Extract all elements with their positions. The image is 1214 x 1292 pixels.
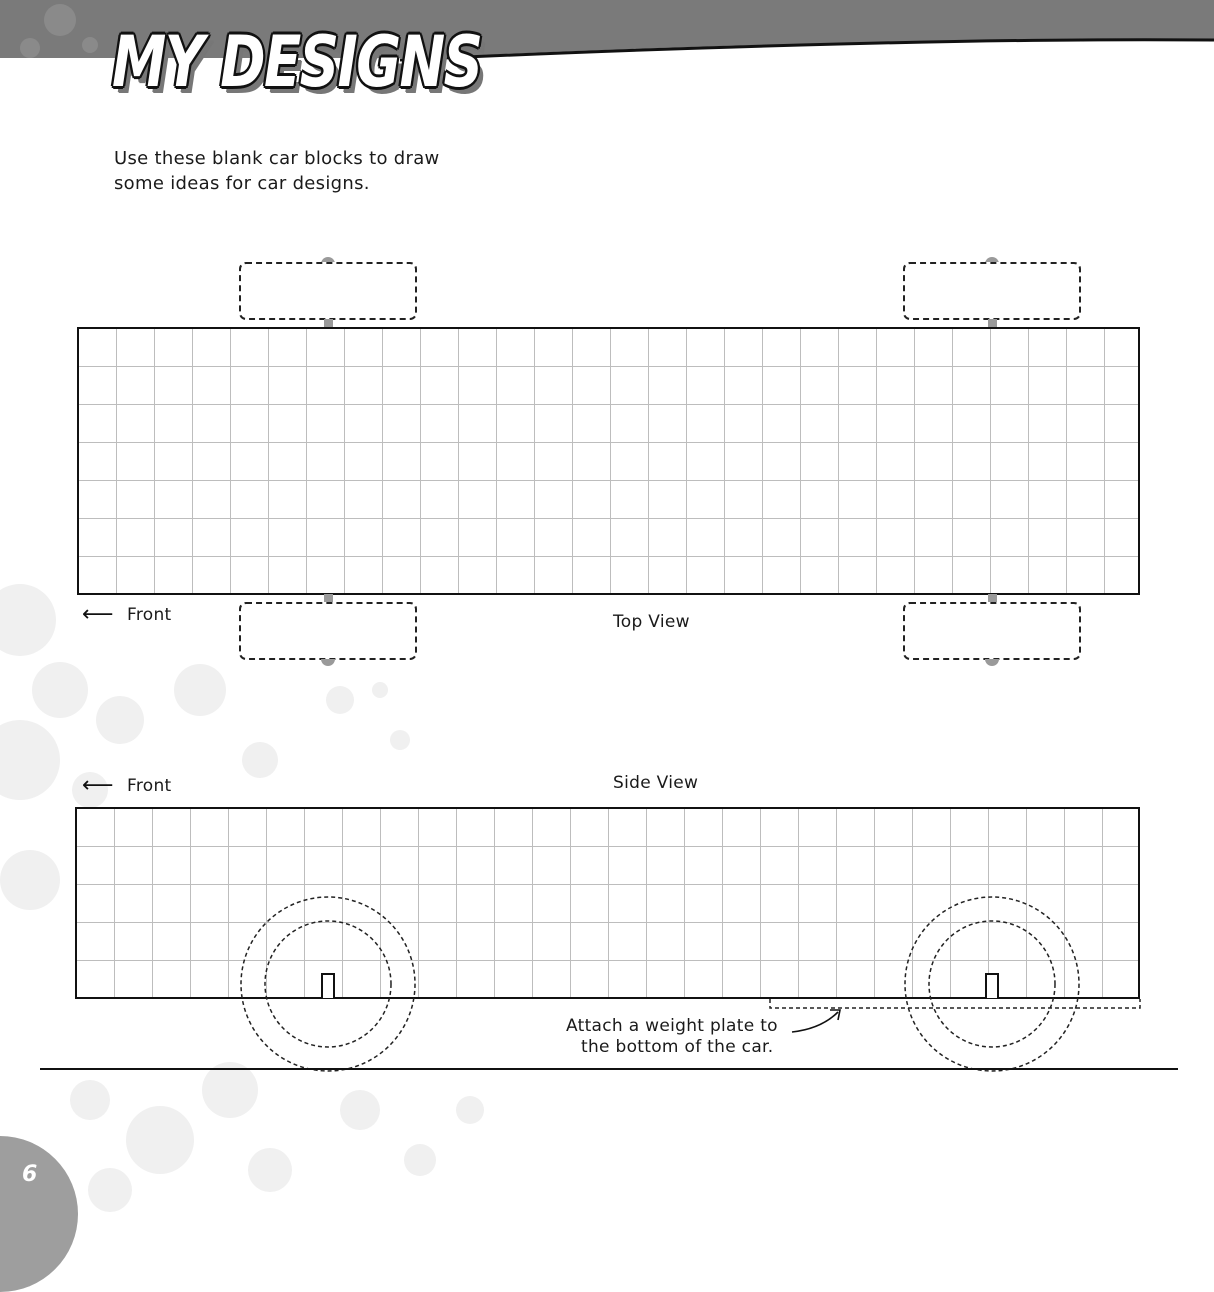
arrow-left-icon: ⟵ <box>82 602 114 627</box>
weight-note-line-2: the bottom of the car. <box>581 1037 774 1057</box>
page-title: MY DESIGNS <box>112 21 482 103</box>
instructions-line-1: Use these blank car blocks to draw <box>114 148 440 169</box>
page-number: 6 <box>22 1162 38 1187</box>
weight-plate-outline <box>770 999 1140 1008</box>
rear-axle-slot <box>986 974 998 998</box>
front-axle-slot <box>322 974 334 998</box>
arrow-left-icon: ⟵ <box>82 773 114 798</box>
top-front-label: Front <box>127 605 172 625</box>
ground-line <box>40 1068 1178 1070</box>
curved-arrow-icon <box>792 1012 838 1032</box>
top-view-label: Top View <box>613 612 690 632</box>
instructions-line-2: some ideas for car designs. <box>114 173 370 194</box>
side-front-label: Front <box>127 776 172 796</box>
weight-note-line-1: Attach a weight plate to <box>566 1016 778 1036</box>
side-view-label: Side View <box>613 773 699 793</box>
